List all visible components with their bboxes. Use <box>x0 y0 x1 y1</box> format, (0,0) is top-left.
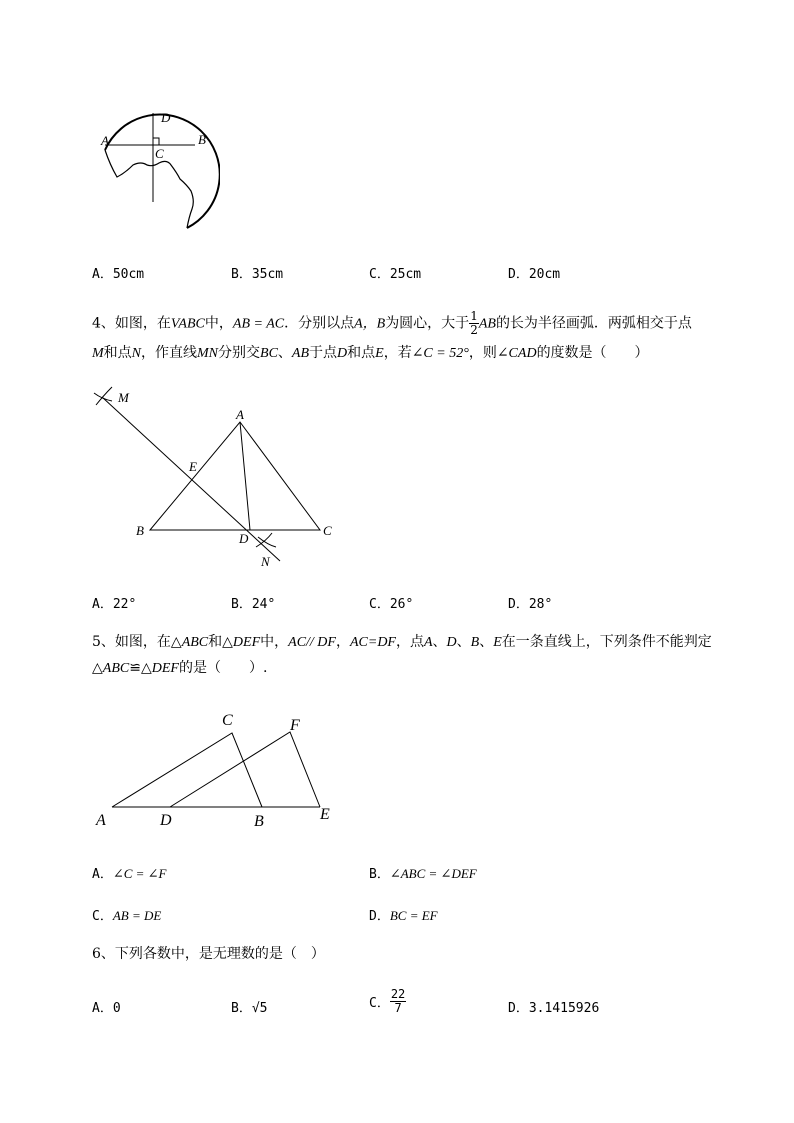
q4-label-m: M <box>118 390 129 405</box>
q4-label-d: D <box>239 531 249 546</box>
fig1-label-d: D <box>161 110 171 125</box>
q4-stem-line2: M和点N，作直线MN分别交BC、AB于点D和点E，若∠C = 52°，则∠CAD的度数是（ ） <box>92 345 649 361</box>
q5-figure-triangles <box>90 705 350 835</box>
q4-option-d[interactable]: D．28° <box>508 597 553 612</box>
q5-label-a: A <box>96 812 106 829</box>
q4-option-b[interactable]: B．24° <box>231 597 276 612</box>
fig1-label-b: B <box>198 132 206 147</box>
fig1-label-c: C <box>155 146 164 161</box>
q3-option-c[interactable]: C．25cm <box>369 267 422 282</box>
q6-option-c[interactable]: C． $\frac{22}{7}$ <box>369 987 406 1015</box>
q5-label-c: C <box>222 712 233 729</box>
q6-option-a[interactable]: A．0 <box>92 1001 121 1016</box>
q4-option-a[interactable]: A．22° <box>92 597 137 612</box>
q5-label-f: F <box>290 717 300 734</box>
q6-option-d[interactable]: D．3.1415926 <box>508 1001 600 1016</box>
q3-option-b[interactable]: B．35cm <box>231 267 284 282</box>
q6-stem: 6、下列各数中，是无理数的是（ ） <box>92 946 325 962</box>
fig1-label-a: A <box>101 133 109 148</box>
figure-circle-section <box>95 105 220 235</box>
q4-fraction: $\frac{1}{2}$ <box>470 309 478 337</box>
q4-label-n: N <box>261 554 270 569</box>
q4-figure-triangle <box>90 385 350 570</box>
q3-option-a[interactable]: A．50cm <box>92 267 145 282</box>
q5-option-b[interactable]: B．∠ABC = ∠DEF <box>369 866 477 882</box>
q5-option-c[interactable]: C．AB = DE <box>92 908 162 924</box>
q5-label-e: E <box>320 806 330 823</box>
q5-option-d[interactable]: D．BC = EF <box>369 908 438 924</box>
q4-label-e: E <box>189 459 197 474</box>
q6-fraction: $\frac{22}{7}$ <box>390 987 406 1015</box>
q4-stem-line1: 4、如图，在VABC中，AB = AC．分别以点A，B为圆心，大于 $\frac{1}{2}$ AB的长为半径画弧．两弧相交于点 <box>92 309 692 337</box>
q4-label-a: A <box>236 407 244 422</box>
q4-option-c[interactable]: C．26° <box>369 597 414 612</box>
q5-option-a[interactable]: A．∠C = ∠F <box>92 866 167 882</box>
q5-label-d: D <box>160 812 172 829</box>
q5-stem-line2: △ABC≌△DEF的是（ ）. <box>92 660 268 676</box>
q5-label-b: B <box>254 813 264 830</box>
q3-option-d[interactable]: D．20cm <box>508 267 561 282</box>
q5-stem-line1: 5、如图，在△ABC和△DEF中，AC// DF，AC=DF，点A、D、B、E在一条直线上，下列条件不能判定 <box>92 634 712 650</box>
q6-option-b[interactable]: B．√5 <box>231 1001 268 1016</box>
q4-label-c: C <box>323 523 332 538</box>
q4-label-b: B <box>136 523 144 538</box>
